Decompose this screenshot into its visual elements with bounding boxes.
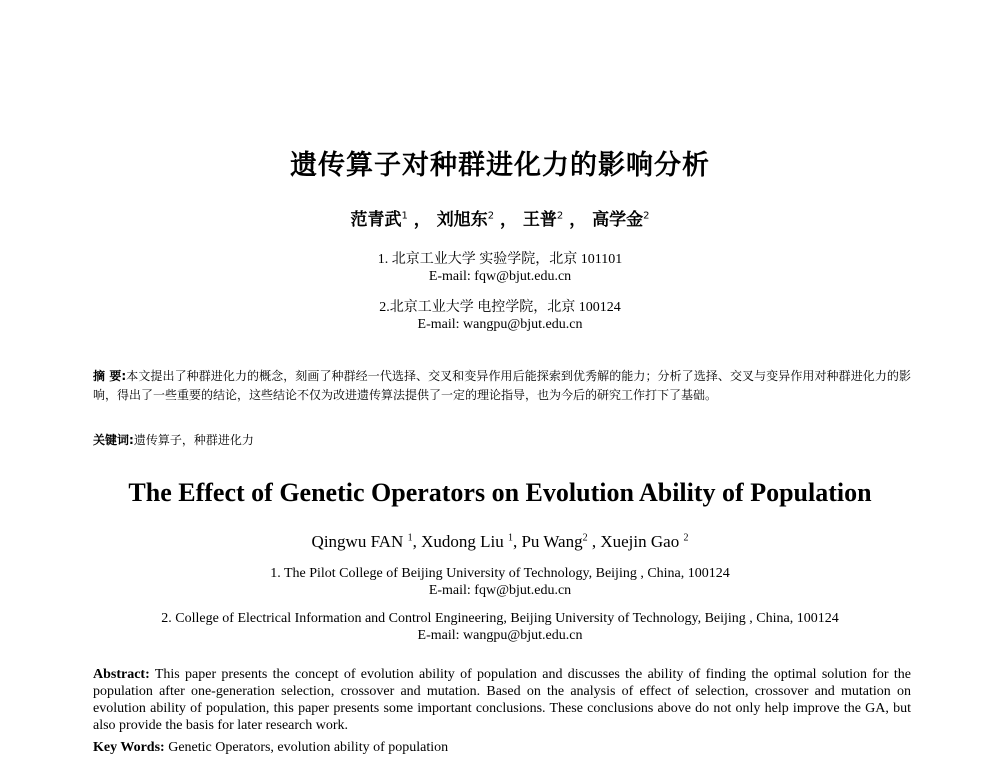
author-separator: ，	[500, 210, 517, 230]
abstract-label: 摘 要:	[93, 369, 127, 383]
affiliation-line: 1. 北京工业大学 实验学院，北京 101101	[377, 252, 623, 267]
author-affiliation-mark: 2	[643, 210, 650, 222]
affiliation-email: E-mail: fqw@bjut.edu.cn	[428, 269, 572, 284]
chinese-keywords	[93, 431, 911, 448]
english-affiliation-2	[0, 610, 1000, 644]
chinese-affiliation-1	[0, 251, 1000, 285]
english-affiliation-1	[0, 565, 1000, 599]
author-name: Qingwu FAN	[311, 532, 408, 551]
affiliation-email: E-mail: wangpu@bjut.edu.cn	[417, 317, 583, 332]
abstract-text: This paper presents the concept of evolution ability of population and discusses the ability of finding the optimal solution for the population after one-generation selection, crossover and mutation. Based on the analysis of effect of selection, crossover and mutation on evolution ability of population, this paper presents some important conclusions. These conclusions above do not only help improve the GA, but also provide the basis for later research work.	[93, 667, 912, 733]
author-affiliation-mark: 2	[487, 210, 495, 222]
author-name: 刘旭东	[436, 210, 488, 230]
chinese-affiliation-2	[0, 299, 1000, 333]
author-name: 范青武	[350, 210, 402, 230]
author-name: 高学金	[592, 210, 644, 230]
author-affiliation-mark: 1	[401, 210, 408, 222]
author-separator: ,	[412, 532, 422, 551]
author-affiliation-mark: 1	[407, 532, 413, 544]
affiliation-line: 2. College of Electrical Information and Control Engineering, Beijing University of Technology, Beijing , China, 100124	[161, 611, 839, 626]
author-separator: ，	[413, 210, 431, 230]
author-affiliation-mark: 1	[507, 532, 513, 544]
author-affiliation-mark: 2	[683, 532, 689, 544]
affiliation-line: 1. The Pilot College of Beijing University of Technology, Beijing , China, 100124	[270, 566, 730, 581]
author-separator: ,	[512, 532, 522, 551]
author-name: Pu Wang	[521, 532, 583, 551]
chinese-authors	[0, 205, 1000, 230]
author-separator: ，	[569, 210, 587, 230]
author-name: Xuejin Gao	[600, 532, 684, 551]
author-affiliation-mark: 2	[556, 210, 564, 222]
abstract-label: Abstract:	[93, 667, 150, 682]
affiliation-email: E-mail: wangpu@bjut.edu.cn	[417, 628, 583, 643]
affiliation-email: E-mail: fqw@bjut.edu.cn	[428, 583, 572, 598]
affiliation-line: 2.北京工业大学 电控学院，北京 100124	[379, 300, 621, 315]
keywords-label: 关键词:	[93, 433, 134, 447]
english-title: The Effect of Genetic Operators on Evolution Ability of Population	[128, 478, 872, 507]
keywords-text: Genetic Operators, evolution ability of population	[168, 740, 449, 755]
abstract-text: 本文提出了种群进化力的概念，刻画了种群经一代选择、交叉和变异作用后能探索到优秀解的能力；分析了选择、交叉与变异作用对种群进化力的影响，得出了一些重要的结论，这些结论不仅为改进遗传算法提供了一定的理论指导，也为今后的研究工作打下了基础。	[93, 369, 911, 402]
author-name: 王普	[522, 210, 557, 230]
english-authors	[0, 532, 1000, 552]
chinese-abstract	[93, 367, 911, 405]
english-keywords	[93, 740, 911, 756]
chinese-title: 遗传算子对种群进化力的影响分析	[290, 150, 710, 181]
author-separator: ,	[587, 532, 601, 551]
author-affiliation-mark: 2	[582, 532, 588, 544]
keywords-text: 遗传算子，种群进化力	[133, 433, 254, 447]
keywords-label: Key Words:	[93, 740, 165, 755]
english-abstract	[93, 666, 911, 734]
author-name: Xudong Liu	[421, 532, 508, 551]
